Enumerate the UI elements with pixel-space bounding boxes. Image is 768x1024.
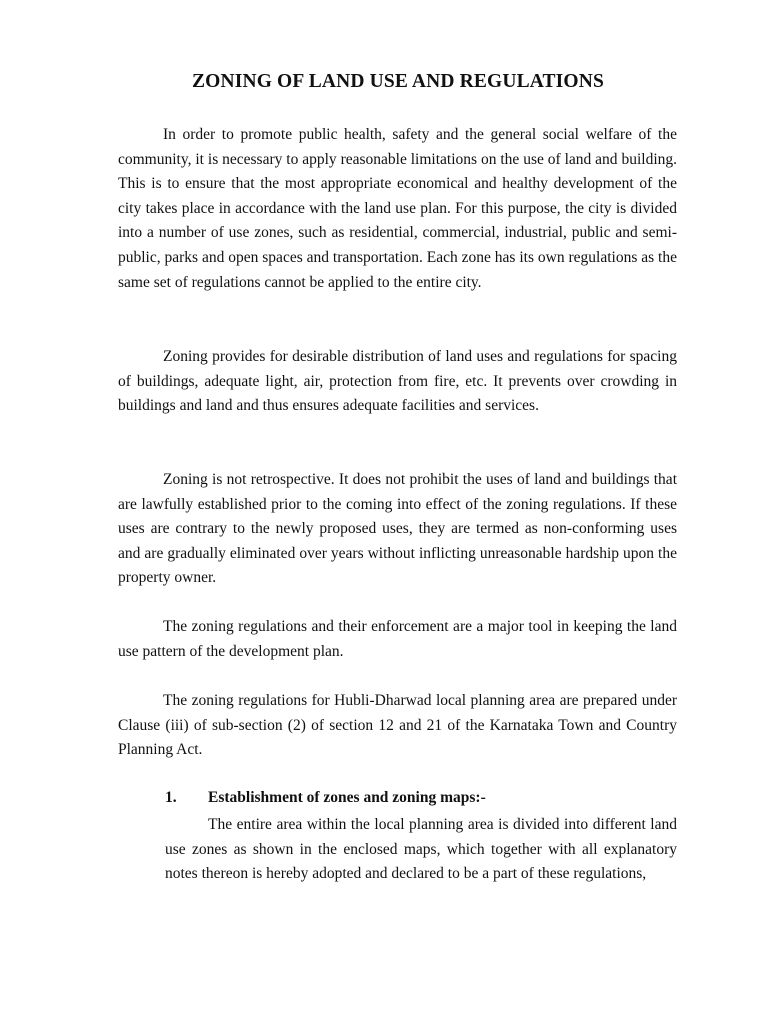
paragraph-legal-basis: The zoning regulations for Hubli-Dharwad local planning area are prepared under Clause (iii) of sub-section (2) of section 12 and 21 of the Karnataka Town and Country Planning Act. (118, 692, 677, 759)
section-heading-text: Establishment of zones and zoning maps:- (208, 789, 486, 806)
section-heading (165, 789, 486, 807)
paragraph-zoning-provides: Zoning provides for desirable distribution of land uses and regulations for spacing of buildings, adequate light, air, protection from fire, etc. It prevents over crowding in buildings and land and thus ensures adequate facilities and services. (118, 348, 677, 415)
section-number: 1. (165, 789, 177, 806)
section-body: The entire area within the local planning area is divided into different land use zones as shown in the enclosed maps, which together with all explanatory notes thereon is hereby adopted and declared to be a part of these regulations, (165, 816, 677, 883)
paragraph-enforcement: The zoning regulations and their enforcement are a major tool in keeping the land use pattern of the development plan. (118, 618, 677, 660)
document-title: ZONING OF LAND USE AND REGULATIONS (192, 71, 604, 92)
paragraph-not-retrospective: Zoning is not retrospective. It does not prohibit the uses of land and buildings that are lawfully established prior to the coming into effect of the zoning regulations. If these uses are contrary to the newly proposed uses, they are termed as non-conforming uses and are gradually eliminated over years without inflicting unreasonable hardship upon the property owner. (118, 471, 677, 587)
paragraph-purpose: In order to promote public health, safety and the general social welfare of the community, it is necessary to apply reasonable limitations on the use of land and building. This is to ensure that the most appropriate economical and healthy development of the city takes place in accordance with the land use plan. For this purpose, the city is divided into a number of use zones, such as residential, commercial, industrial, public and semi-public, parks and open spaces and transportation. Each zone has its own regulations as the same set of regulations cannot be applied to the entire city. (118, 126, 677, 291)
